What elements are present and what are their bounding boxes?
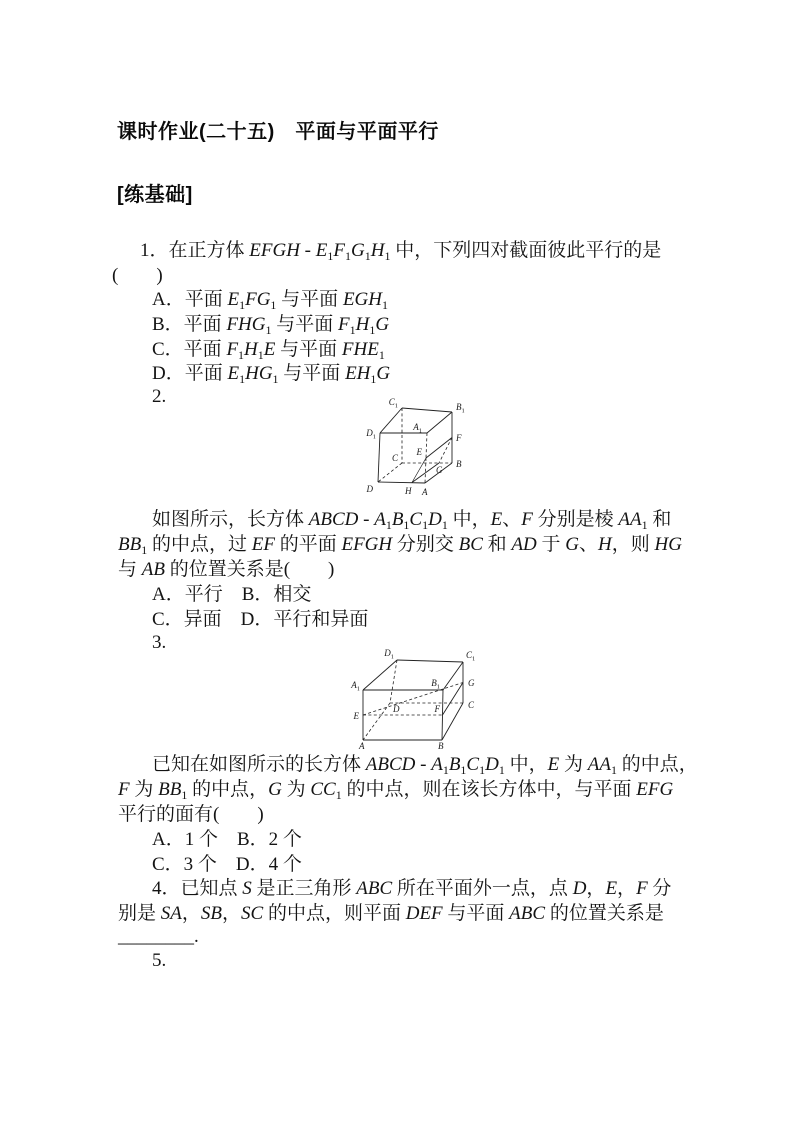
q3-number: 3. bbox=[152, 632, 167, 653]
q3-stem-line-2: F 为 $BB_1$ 的中点，G 为 $CC_1$ 的中点，则在该长方体中，与平面 EFG bbox=[118, 779, 674, 802]
q3-label-a1: $A_1$ bbox=[351, 680, 360, 693]
section-header: [练基础] bbox=[117, 184, 193, 206]
q2-label-h: H bbox=[405, 486, 412, 496]
q2-label-d: D bbox=[366, 484, 373, 494]
q1-stem-line-2: ( ) bbox=[112, 265, 163, 286]
q1-option-b: B．平面 $FHG_1$ 与平面 $F_1H_1G$ bbox=[152, 314, 390, 337]
q3-figure-labels bbox=[350, 648, 475, 751]
q2-label-b1: $B_1$ bbox=[456, 402, 465, 415]
q2-label-g: G bbox=[436, 465, 443, 475]
q2-options-cd: C．异面 D．平行和异面 bbox=[152, 609, 369, 630]
q2-label-a: A bbox=[422, 487, 428, 497]
q2-label-e: E bbox=[416, 447, 422, 457]
q3-label-d: D bbox=[393, 704, 400, 714]
q2-label-c: C bbox=[391, 453, 398, 463]
q3-label-g: G bbox=[468, 678, 475, 688]
q3-label-d1: $D_1$ bbox=[384, 648, 394, 661]
q3-label-c: C bbox=[468, 700, 475, 710]
q4-stem-line-1: 4．已知点 S 是正三角形 ABC 所在平面外一点，点 D，E，F 分 bbox=[152, 878, 672, 899]
q2-options-ab: A．平行 B．相交 bbox=[152, 584, 312, 605]
q3-stem-line-3: 平行的面有( ) bbox=[118, 804, 264, 825]
q1-option-c: C．平面 $F_1H_1E$ 与平面 $FHE_1$ bbox=[152, 339, 385, 362]
q2-label-a1: $A_1$ bbox=[413, 422, 422, 435]
q2-stem-line-1: 如图所示，长方体 ABCD - $A_1B_1C_1D_1$ 中，E、F 分别是棱 $AA_1$ 和 bbox=[152, 509, 672, 532]
q4-stem-line-2: 别是 SA，SB，SC 的中点，则平面 DEF 与平面 ABC 的位置关系是 bbox=[118, 903, 664, 924]
q3-label-b: B bbox=[438, 741, 444, 751]
q2-label-b: B bbox=[456, 459, 462, 469]
q3-options-cd: C．3 个 D．4 个 bbox=[152, 854, 302, 875]
q2-label-f: F bbox=[456, 433, 462, 443]
q3-figure-edges bbox=[363, 660, 463, 740]
q1-option-d: D．平面 $E_1HG_1$ 与平面 $EH_1G$ bbox=[152, 363, 391, 386]
q3-label-f: F bbox=[434, 704, 440, 714]
q3-label-c1: $C_1$ bbox=[466, 650, 476, 663]
q3-label-e: E bbox=[353, 711, 359, 721]
q2-stem-line-2: $BB_1$ 的中点，过 EF 的平面 EFGH 分别交 BC 和 AD 于 G、H，则 HG bbox=[118, 534, 682, 557]
q3-stem-line-1: 已知在如图所示的长方体 ABCD - $A_1B_1C_1D_1$ 中，E 为 $AA_1$ 的中点， bbox=[152, 754, 698, 777]
q2-label-d1: $D_1$ bbox=[366, 428, 376, 441]
q3-label-b1: $B_1$ bbox=[431, 678, 440, 691]
page-title: 课时作业(二十五) 平面与平面平行 bbox=[117, 121, 439, 143]
q2-figure-cuboid bbox=[352, 391, 502, 509]
q2-label-c1: $C_1$ bbox=[388, 397, 398, 410]
q2-stem-line-3: 与 AB 的位置关系是( ) bbox=[118, 559, 335, 580]
q3-label-a: A bbox=[359, 741, 365, 751]
q2-number: 2. bbox=[152, 386, 167, 407]
q3-options-ab: A．1 个 B．2 个 bbox=[152, 829, 302, 850]
q4-answer-blank: ________. bbox=[118, 926, 199, 947]
q5-number: 5. bbox=[152, 950, 167, 971]
q1-option-a: A．平面 $E_1FG_1$ 与平面 $EGH_1$ bbox=[152, 289, 388, 312]
q1-stem-line-1: 1．在正方体 EFGH - $E_1F_1G_1H_1$ 中，下列四对截面彼此平行的是 bbox=[140, 240, 662, 263]
q3-figure-cuboid bbox=[343, 641, 521, 751]
